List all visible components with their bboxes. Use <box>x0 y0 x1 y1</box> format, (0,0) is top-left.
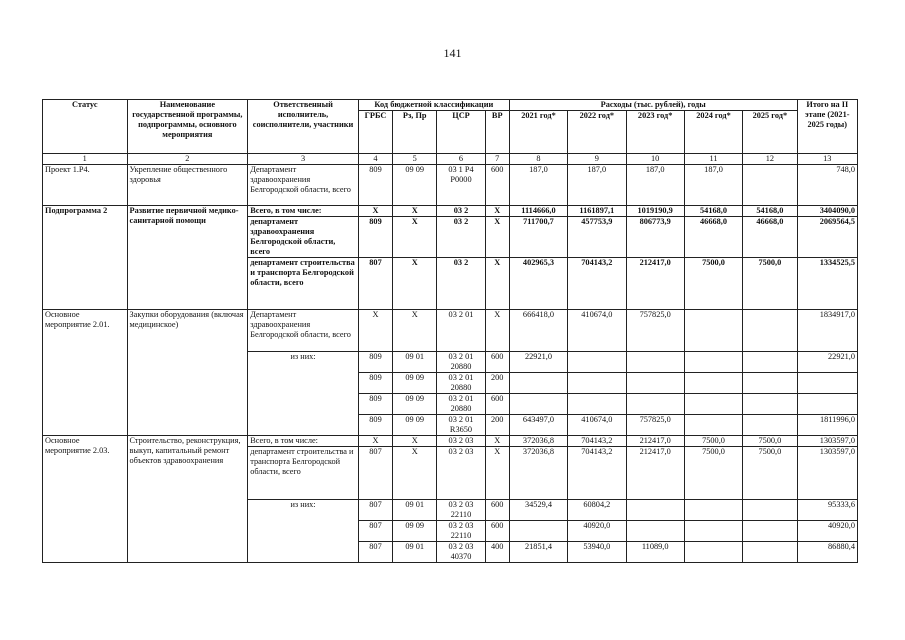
cell-2023 <box>626 394 684 415</box>
cell-2023: 757825,0 <box>626 310 684 352</box>
cell-rzpr: 09 01 <box>393 500 437 521</box>
header-total: Итого на II этапе (2021-2025 годы) <box>797 100 857 154</box>
cell-2024: 54168,0 <box>684 206 742 217</box>
cell-name: Укрепление общественного здоровья <box>127 165 248 206</box>
table-row <box>43 310 858 352</box>
cell-rzpr: 09 09 <box>393 373 437 394</box>
cell-rzpr: 09 01 <box>393 542 437 563</box>
cell-total: 40920,0 <box>797 521 857 542</box>
col-number: 4 <box>358 154 392 165</box>
header-2023: 2023 год* <box>626 111 684 154</box>
cell-rzpr: Х <box>393 447 437 500</box>
cell-2021: 187,0 <box>509 165 567 206</box>
cell-2022 <box>568 352 626 373</box>
cell-2025 <box>743 310 797 352</box>
cell-2023 <box>626 500 684 521</box>
cell-2021: 1114666,0 <box>509 206 567 217</box>
cell-2025 <box>743 352 797 373</box>
cell-2024 <box>684 521 742 542</box>
cell-2025 <box>743 542 797 563</box>
cell-2022: 40920,0 <box>568 521 626 542</box>
cell-vr: Х <box>485 206 509 217</box>
cell-2022: 704143,2 <box>568 447 626 500</box>
cell-2021: 34529,4 <box>509 500 567 521</box>
cell-2021: 711700,7 <box>509 217 567 258</box>
cell-rzpr: 09 09 <box>393 521 437 542</box>
header-2022: 2022 год* <box>568 111 626 154</box>
cell-2023: 11089,0 <box>626 542 684 563</box>
cell-csr: 03 2 03 22110 <box>437 500 485 521</box>
cell-2024 <box>684 394 742 415</box>
cell-2021: 21851,4 <box>509 542 567 563</box>
cell-2023: 757825,0 <box>626 415 684 436</box>
cell-total: 1334525,5 <box>797 258 857 310</box>
cell-2022 <box>568 373 626 394</box>
cell-2023: 212417,0 <box>626 447 684 500</box>
cell-2021: 22921,0 <box>509 352 567 373</box>
cell-name: Закупки оборудования (включая медицинское) <box>127 310 248 436</box>
table-row <box>43 206 858 217</box>
cell-vr: 600 <box>485 500 509 521</box>
cell-2022: 457753,9 <box>568 217 626 258</box>
cell-2024: 46668,0 <box>684 217 742 258</box>
cell-csr: 03 2 01 20880 <box>437 352 485 373</box>
cell-grbs: Х <box>358 206 392 217</box>
cell-total <box>797 394 857 415</box>
cell-executor: департамент строительства и транспорта Белгородской области, всего <box>248 258 359 310</box>
cell-2022 <box>568 394 626 415</box>
header-executor: Ответственный исполнитель, соисполнители, участники <box>248 100 359 154</box>
cell-total: 1303597,0 <box>797 436 857 447</box>
cell-grbs: 807 <box>358 258 392 310</box>
cell-csr: 03 2 01 20880 <box>437 394 485 415</box>
cell-2024 <box>684 352 742 373</box>
header-2024: 2024 год* <box>684 111 742 154</box>
cell-rzpr: Х <box>393 310 437 352</box>
cell-vr: 600 <box>485 394 509 415</box>
cell-2023: 806773,9 <box>626 217 684 258</box>
cell-2021: 402965,3 <box>509 258 567 310</box>
cell-2025 <box>743 415 797 436</box>
cell-2021: 372036,8 <box>509 447 567 500</box>
cell-csr: 03 2 01 20880 <box>437 373 485 394</box>
cell-2024: 7500,0 <box>684 258 742 310</box>
cell-executor: из них: <box>248 500 359 563</box>
table-row <box>43 165 858 206</box>
cell-vr: 400 <box>485 542 509 563</box>
cell-csr: 03 2 03 <box>437 436 485 447</box>
cell-total: 3404090,0 <box>797 206 857 217</box>
cell-grbs: 809 <box>358 352 392 373</box>
cell-total: 1303597,0 <box>797 447 857 500</box>
cell-vr: 200 <box>485 415 509 436</box>
cell-2022: 410674,0 <box>568 310 626 352</box>
col-number: 3 <box>248 154 359 165</box>
cell-2022: 60804,2 <box>568 500 626 521</box>
cell-2025 <box>743 521 797 542</box>
cell-2023: 212417,0 <box>626 436 684 447</box>
cell-executor: Всего, в том числе: <box>248 206 359 217</box>
col-number: 12 <box>743 154 797 165</box>
cell-2024: 187,0 <box>684 165 742 206</box>
cell-2023 <box>626 521 684 542</box>
cell-total <box>797 373 857 394</box>
cell-executor: Департамент здравоохранения Белгородской области, всего <box>248 165 359 206</box>
cell-2025: 7500,0 <box>743 436 797 447</box>
cell-executor: департамент здравоохранения Белгородской области, всего <box>248 217 359 258</box>
cell-2021: 666418,0 <box>509 310 567 352</box>
cell-total: 86880,4 <box>797 542 857 563</box>
cell-total: 748,0 <box>797 165 857 206</box>
cell-vr: 600 <box>485 521 509 542</box>
cell-grbs: 807 <box>358 521 392 542</box>
cell-2023: 1019190,9 <box>626 206 684 217</box>
cell-csr: 03 2 <box>437 217 485 258</box>
cell-csr: 03 1 Р4 Р0000 <box>437 165 485 206</box>
cell-2024 <box>684 415 742 436</box>
cell-csr: 03 2 <box>437 206 485 217</box>
col-number: 11 <box>684 154 742 165</box>
cell-2021 <box>509 521 567 542</box>
cell-grbs: 809 <box>358 373 392 394</box>
cell-grbs: Х <box>358 310 392 352</box>
col-number: 8 <box>509 154 567 165</box>
cell-rzpr: Х <box>393 206 437 217</box>
cell-grbs: 809 <box>358 217 392 258</box>
cell-2025: 54168,0 <box>743 206 797 217</box>
cell-2022: 410674,0 <box>568 415 626 436</box>
col-number: 2 <box>127 154 248 165</box>
cell-grbs: 809 <box>358 415 392 436</box>
cell-csr: 03 2 03 22110 <box>437 521 485 542</box>
cell-csr: 03 2 01 R3650 <box>437 415 485 436</box>
header-rzpr: Рз, Пр <box>393 111 437 154</box>
cell-2025 <box>743 394 797 415</box>
cell-total: 2069564,5 <box>797 217 857 258</box>
header-vr: ВР <box>485 111 509 154</box>
cell-executor: Департамент здравоохранения Белгородской области, всего <box>248 310 359 352</box>
cell-rzpr: 09 09 <box>393 394 437 415</box>
cell-2023 <box>626 352 684 373</box>
cell-2025: 7500,0 <box>743 258 797 310</box>
cell-csr: 03 2 03 40370 <box>437 542 485 563</box>
cell-total: 1834917,0 <box>797 310 857 352</box>
cell-2022: 704143,2 <box>568 436 626 447</box>
cell-2021: 372036,8 <box>509 436 567 447</box>
header-grbs: ГРБС <box>358 111 392 154</box>
table-row <box>43 436 858 447</box>
cell-vr: Х <box>485 310 509 352</box>
cell-status: Основное мероприятие 2.01. <box>43 310 128 436</box>
cell-2025 <box>743 373 797 394</box>
cell-2022: 53940,0 <box>568 542 626 563</box>
cell-2024: 7500,0 <box>684 447 742 500</box>
cell-csr: 03 2 01 <box>437 310 485 352</box>
cell-2024: 7500,0 <box>684 436 742 447</box>
cell-name: Развитие первичной медико-санитарной помощи <box>127 206 248 310</box>
header-status: Статус <box>43 100 128 154</box>
col-number: 10 <box>626 154 684 165</box>
cell-vr: Х <box>485 258 509 310</box>
cell-total: 22921,0 <box>797 352 857 373</box>
cell-status: Подпрограмма 2 <box>43 206 128 310</box>
cell-2025 <box>743 500 797 521</box>
col-number: 13 <box>797 154 857 165</box>
cell-vr: 600 <box>485 165 509 206</box>
cell-name: Строительство, реконструкция, выкуп, капитальный ремонт объектов здравоохранения <box>127 436 248 563</box>
header-budget-code: Код бюджетной классификации <box>358 100 509 111</box>
cell-csr: 03 2 03 <box>437 447 485 500</box>
cell-rzpr: Х <box>393 217 437 258</box>
cell-csr: 03 2 <box>437 258 485 310</box>
cell-rzpr: 09 01 <box>393 352 437 373</box>
cell-rzpr: 09 09 <box>393 415 437 436</box>
budget-table <box>42 99 858 563</box>
cell-executor: из них: <box>248 352 359 436</box>
col-number: 1 <box>43 154 128 165</box>
cell-status: Основное мероприятие 2.03. <box>43 436 128 563</box>
cell-vr: Х <box>485 436 509 447</box>
cell-2023 <box>626 373 684 394</box>
cell-2024 <box>684 373 742 394</box>
page-number: 141 <box>443 46 462 60</box>
col-number: 5 <box>393 154 437 165</box>
header-name: Наименование государственной программы, подпрограммы, основного мероприятия <box>127 100 248 154</box>
cell-grbs: 807 <box>358 542 392 563</box>
cell-2022: 187,0 <box>568 165 626 206</box>
cell-2021 <box>509 394 567 415</box>
cell-2022: 704143,2 <box>568 258 626 310</box>
cell-executor: Всего, в том числе: <box>248 436 359 447</box>
cell-2021 <box>509 373 567 394</box>
cell-status: Проект 1.Р4. <box>43 165 128 206</box>
cell-grbs: 809 <box>358 394 392 415</box>
cell-vr: Х <box>485 217 509 258</box>
cell-grbs: Х <box>358 436 392 447</box>
cell-2025: 7500,0 <box>743 447 797 500</box>
col-number: 9 <box>568 154 626 165</box>
cell-2021: 643497,0 <box>509 415 567 436</box>
cell-2024 <box>684 500 742 521</box>
cell-2024 <box>684 310 742 352</box>
cell-2022: 1161897,1 <box>568 206 626 217</box>
cell-vr: 200 <box>485 373 509 394</box>
cell-rzpr: 09 09 <box>393 165 437 206</box>
cell-total: 1811996,0 <box>797 415 857 436</box>
cell-rzpr: Х <box>393 258 437 310</box>
col-number: 6 <box>437 154 485 165</box>
cell-executor: департамент строительства и транспорта Белгородской области, всего <box>248 447 359 500</box>
header-csr: ЦСР <box>437 111 485 154</box>
cell-grbs: 807 <box>358 447 392 500</box>
header-2021: 2021 год* <box>509 111 567 154</box>
cell-grbs: 809 <box>358 165 392 206</box>
cell-2024 <box>684 542 742 563</box>
cell-grbs: 807 <box>358 500 392 521</box>
cell-2023: 212417,0 <box>626 258 684 310</box>
cell-2023: 187,0 <box>626 165 684 206</box>
cell-2025: 46668,0 <box>743 217 797 258</box>
cell-rzpr: Х <box>393 436 437 447</box>
cell-2025 <box>743 165 797 206</box>
header-expenses: Расходы (тыс. рублей), годы <box>509 100 797 111</box>
cell-total: 95333,6 <box>797 500 857 521</box>
col-number: 7 <box>485 154 509 165</box>
header-2025: 2025 год* <box>743 111 797 154</box>
cell-vr: 600 <box>485 352 509 373</box>
cell-vr: Х <box>485 447 509 500</box>
